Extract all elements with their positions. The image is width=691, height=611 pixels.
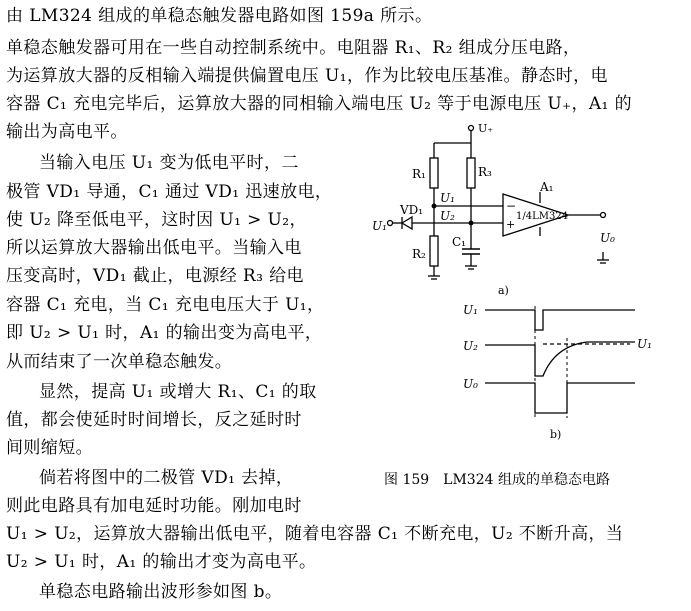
para2-line7: 即 U₂ > U₁ 时，A₁ 的输出变为高电平， (6, 323, 323, 343)
para1-line1: 单稳态触发器可用在一些自动控制系统中。电阻器 R₁、R₂ 组成分压电路， (6, 38, 581, 58)
para2-line6: 容器 C₁ 充电，当 C₁ 充电电压大于 U₁， (6, 295, 325, 315)
label-b: b) (550, 428, 562, 441)
wave-u2-label: U₂ (463, 339, 478, 353)
intro-line: 由 LM324 组成的单稳态触发器电路如图 159a 所示。 (6, 6, 433, 26)
input-terminal (388, 221, 393, 226)
para4-line4: U₂ > U₁ 时，A₁ 的输出才变为高电平。 (6, 552, 317, 572)
opamp-minus: − (506, 199, 517, 213)
r3-label: R₃ (478, 165, 492, 179)
resistor-r3 (467, 158, 475, 188)
para3-line1: 显然，提高 U₁ 或增大 R₁、C₁ 的取 (39, 382, 317, 402)
wave-u1-ref-label: U₁ (637, 337, 652, 351)
wave-u1 (485, 310, 635, 330)
supply-terminal (469, 126, 474, 131)
diode-vd1 (402, 217, 412, 229)
para4-line3: U₁ > U₂，运算放大器输出低电平，随着电容器 C₁ 不断充电，U₂ 不断升高，当 (6, 524, 624, 544)
para3-line3: 间则缩短。 (6, 438, 93, 458)
waveform-diagram (455, 298, 675, 446)
c1-label: C₁ (452, 235, 466, 249)
output-terminal (601, 213, 606, 218)
para2-line2: 极管 VD₁ 导通，C₁ 通过 VD₁ 迅速放电， (6, 182, 333, 202)
para2-line3: 使 U₂ 降至低电平，这时因 U₁ > U₂， (6, 210, 307, 230)
wave-u0 (485, 383, 635, 413)
circuit-diagram (368, 118, 668, 298)
resistor-r2 (430, 236, 438, 266)
vd1-label: VD₁ (400, 203, 424, 217)
opamp-plus: + (506, 218, 516, 231)
para2-line8: 从而结束了一次单稳态触发。 (6, 352, 233, 372)
para3-line2: 值，都会使延时时间增长，反之延时时 (6, 410, 302, 430)
para1-line3: 容器 C₁ 充电完毕后，运算放大器的同相输入端电压 U₂ 等于电源电压 U₊，A₁ 的 (6, 94, 632, 114)
input-label: U₁ (372, 219, 387, 233)
para5-line: 单稳态电路输出波形参如图 b。 (39, 582, 283, 602)
wave-u1-label: U₁ (463, 303, 478, 317)
figure-caption: 图 159 LM324 组成的单稳态电路 (384, 472, 610, 488)
para2-line4: 所以运算放大器输出低电平。当输入电 (6, 238, 302, 258)
resistor-r1 (430, 158, 438, 188)
node-u2-label: U₂ (440, 209, 455, 223)
opamp-chip-label: 1/4LM324 (516, 211, 569, 222)
para2-line1: 当输入电压 U₁ 变为低电平时，二 (39, 153, 299, 173)
a1-label: A₁ (540, 180, 554, 194)
wave-u2 (485, 342, 635, 376)
para4-line1: 倘若将图中的二极管 VD₁ 去掉， (39, 468, 294, 488)
r2-label: R₂ (412, 247, 426, 261)
label-a: a) (498, 284, 509, 297)
node-u1-label: U₁ (440, 191, 455, 205)
supply-label: U₊ (478, 122, 494, 135)
para1-line2: 为运算放大器的反相输入端提供偏置电压 U₁，作为比较电压基准。静态时，电 (6, 66, 608, 86)
r1-label: R₁ (412, 167, 426, 181)
output-label: U₀ (600, 231, 615, 245)
para2-line5: 压变高时，VD₁ 截止，电源经 R₃ 给电 (6, 266, 304, 286)
para1-line4: 输出为高电平。 (6, 122, 128, 142)
para4-line2: 则此电路具有加电延时功能。刚加电时 (6, 496, 302, 516)
wave-u0-label: U₀ (463, 377, 478, 391)
